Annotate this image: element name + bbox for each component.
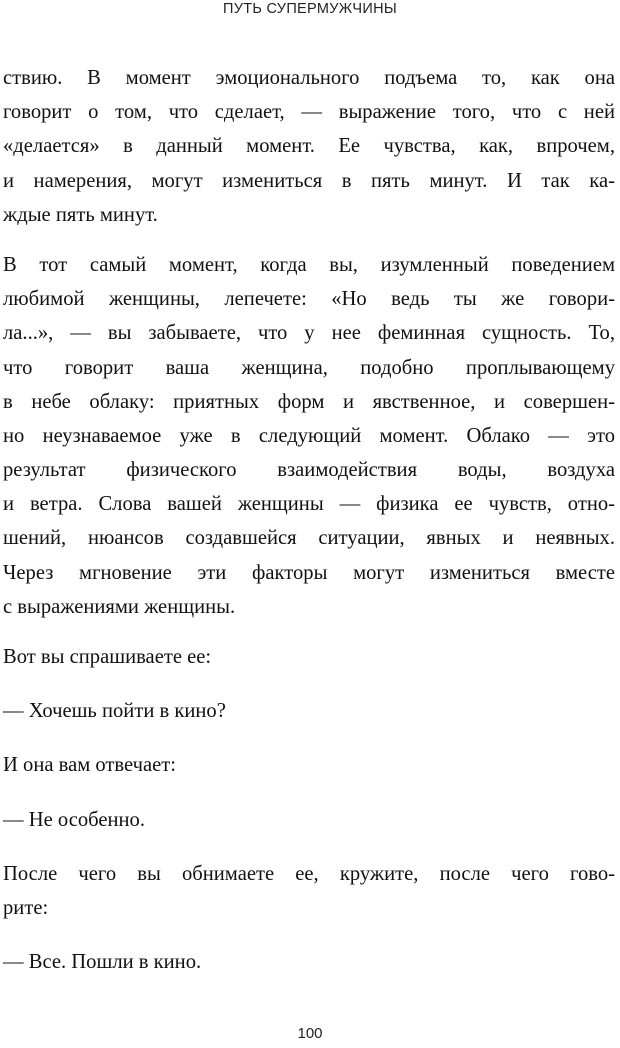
paragraph-3 (3, 640, 615, 674)
text-line: шений, нюансов создавшейся ситуации, явных и неявных. (3, 527, 615, 550)
text-line: «делается» в данный момент. Ее чувства, как, впрочем, (3, 135, 615, 158)
text-line: любимой женщины, лепечете: «Но ведь ты же говори- (3, 288, 615, 311)
text-line: — Хочешь пойти в кино? (3, 700, 226, 723)
text-line: ствию. В момент эмоционального подъема то, как она (3, 67, 615, 89)
text-line: в небе облаку: приятных форм и явственное, и совершен- (3, 390, 615, 413)
text-line: но неузнаваемое уже в следующий момент. Облако — это (3, 424, 615, 447)
text-line: рите: (3, 896, 49, 919)
text-line: После чего вы обнимаете ее, кружите, после чего гово- (3, 862, 615, 885)
paragraph-2 (3, 248, 615, 624)
text-line: И она вам отвечает: (3, 754, 177, 777)
text-line: Вот вы спрашиваете ее: (3, 646, 212, 668)
text-line: результат физического взаимодействия воды, воздуха (3, 459, 615, 482)
text-line: что говорит ваша женщина, подобно проплывающему (3, 356, 615, 379)
text-line: и ветра. Слова вашей женщины — физика ее чувств, отно- (3, 493, 615, 516)
dialogue-line-1 (3, 694, 615, 728)
paragraph-1 (3, 61, 615, 232)
text-line: ла...», — вы забываете, что у нее феминная сущность. То, (3, 322, 615, 345)
text-line: — Не особенно. (3, 808, 145, 831)
text-line: говорит о том, что сделает, — выражение того, что с ней (3, 101, 615, 124)
dialogue-line-3 (3, 945, 615, 979)
running-title: ПУТЬ СУПЕРМУЖЧИНЫ (222, 1, 397, 17)
text-line: с выражениями женщины. (3, 595, 236, 618)
dialogue-line-2 (3, 803, 615, 837)
text-line: В тот самый момент, когда вы, изумленный поведением (3, 253, 615, 276)
page-number: 100 (297, 1025, 323, 1042)
paragraph-5 (3, 857, 615, 925)
page-body (3, 61, 615, 995)
paragraph-4 (3, 748, 615, 782)
text-line: — Все. Пошли в кино. (3, 951, 202, 974)
text-line: и намерения, могут измениться в пять минут. И так ка- (3, 169, 615, 192)
text-line: ждые пять минут. (3, 203, 158, 226)
text-line: Через мгновение эти факторы могут измениться вместе (3, 561, 615, 584)
